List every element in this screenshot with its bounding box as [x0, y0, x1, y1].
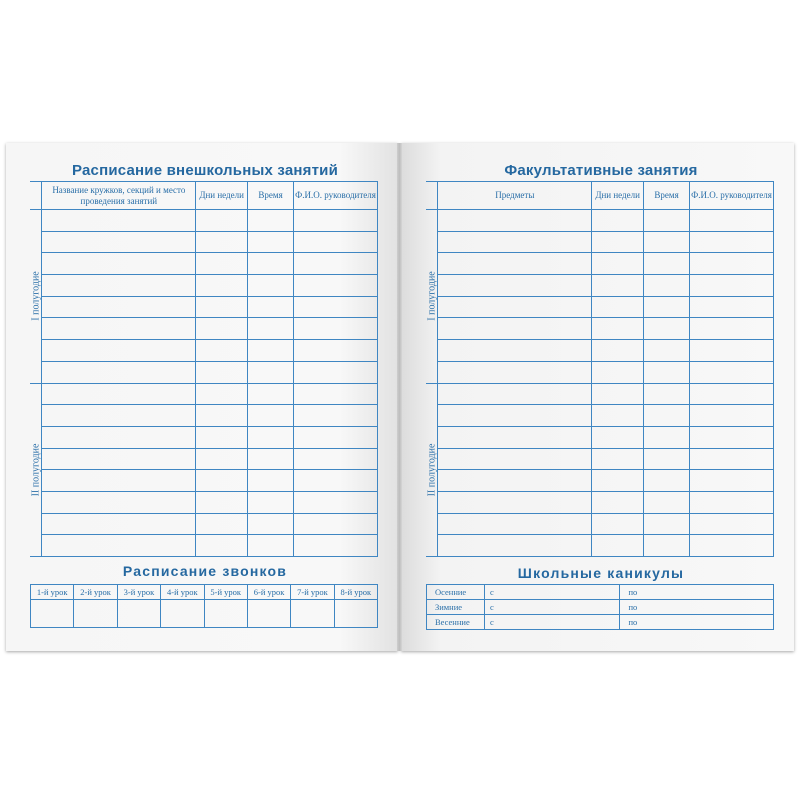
holiday-to[interactable]: по: [620, 585, 774, 600]
table-cell[interactable]: [690, 318, 774, 340]
lesson-time-cell[interactable]: [74, 600, 117, 628]
table-cell[interactable]: [294, 491, 378, 513]
table-cell[interactable]: [592, 405, 644, 427]
table-cell[interactable]: [248, 318, 294, 340]
table-cell[interactable]: [690, 513, 774, 535]
table-cell[interactable]: [644, 426, 690, 448]
table-cell[interactable]: [644, 383, 690, 405]
table-cell[interactable]: [690, 405, 774, 427]
table-cell[interactable]: [644, 470, 690, 492]
holiday-from[interactable]: с: [484, 585, 620, 600]
table-cell[interactable]: [690, 535, 774, 557]
table-cell[interactable]: [248, 253, 294, 275]
table-cell[interactable]: [592, 275, 644, 297]
table-cell[interactable]: [42, 340, 196, 362]
right-page-title: Факультативные занятия: [504, 162, 698, 179]
table-cell[interactable]: [196, 275, 248, 297]
table-cell[interactable]: [42, 513, 196, 535]
table-cell[interactable]: [690, 253, 774, 275]
table-cell[interactable]: [644, 340, 690, 362]
table-cell[interactable]: [592, 383, 644, 405]
column-header: Время: [644, 182, 690, 210]
table-cell[interactable]: [196, 470, 248, 492]
table-cell[interactable]: [294, 535, 378, 557]
table-cell[interactable]: [644, 491, 690, 513]
column-header: Дни недели: [592, 182, 644, 210]
column-header: Ф.И.О. руководителя: [690, 182, 774, 210]
column-header: Предметы: [438, 182, 592, 210]
table-cell[interactable]: [438, 318, 592, 340]
bells-title: Расписание звонков: [122, 563, 288, 579]
table-cell[interactable]: [644, 361, 690, 383]
holiday-to[interactable]: по: [620, 600, 774, 615]
table-cell[interactable]: [42, 231, 196, 253]
holiday-name: Зимние: [427, 600, 485, 615]
table-cell[interactable]: [196, 405, 248, 427]
lesson-header: 8-й урок: [334, 585, 377, 600]
semester-label-cell: [426, 383, 438, 557]
table-cell[interactable]: [592, 210, 644, 232]
table-cell[interactable]: [438, 340, 592, 362]
table-cell[interactable]: [42, 275, 196, 297]
table-cell[interactable]: [42, 318, 196, 340]
holiday-from[interactable]: с: [484, 600, 620, 615]
table-cell[interactable]: [196, 296, 248, 318]
table-cell[interactable]: [690, 296, 774, 318]
notebook-spine: [397, 143, 402, 651]
table-cell[interactable]: [294, 231, 378, 253]
lesson-time-cell[interactable]: [204, 600, 247, 628]
table-cell[interactable]: [248, 535, 294, 557]
table-cell[interactable]: [42, 405, 196, 427]
table-cell[interactable]: [248, 275, 294, 297]
column-header: Ф.И.О. руководителя: [294, 182, 378, 210]
table-cell[interactable]: [644, 231, 690, 253]
table-cell[interactable]: [42, 535, 196, 557]
table-cell[interactable]: [438, 210, 592, 232]
table-cell[interactable]: [294, 340, 378, 362]
table-cell[interactable]: [294, 405, 378, 427]
electives-table: [426, 181, 774, 557]
table-cell[interactable]: [196, 491, 248, 513]
table-cell[interactable]: [438, 361, 592, 383]
table-cell[interactable]: [644, 405, 690, 427]
table-cell[interactable]: [248, 231, 294, 253]
lesson-header: 2-й урок: [74, 585, 117, 600]
table-cell[interactable]: [690, 231, 774, 253]
table-cell[interactable]: [294, 383, 378, 405]
table-cell[interactable]: [248, 470, 294, 492]
table-cell[interactable]: [248, 491, 294, 513]
holiday-name: Осенние: [427, 585, 485, 600]
holidays-title: Школьные каникулы: [517, 565, 685, 581]
holiday-to[interactable]: по: [620, 615, 774, 630]
table-cell[interactable]: [42, 448, 196, 470]
table-cell[interactable]: [294, 318, 378, 340]
table-cell[interactable]: [592, 340, 644, 362]
semester-label: II полугодие: [426, 443, 438, 497]
bells-table: [30, 584, 378, 628]
table-cell[interactable]: [438, 296, 592, 318]
table-cell[interactable]: [644, 253, 690, 275]
holiday-name: Весенние: [427, 615, 485, 630]
table-cell[interactable]: [42, 210, 196, 232]
lesson-time-cell[interactable]: [31, 600, 74, 628]
table-cell[interactable]: [438, 383, 592, 405]
table-cell[interactable]: [690, 210, 774, 232]
table-cell[interactable]: [592, 513, 644, 535]
table-cell[interactable]: [196, 340, 248, 362]
table-cell[interactable]: [196, 231, 248, 253]
table-cell[interactable]: [690, 491, 774, 513]
semester-header-cell: [30, 182, 42, 210]
table-cell[interactable]: [592, 361, 644, 383]
holidays-table: [426, 584, 774, 630]
holiday-from[interactable]: с: [484, 615, 620, 630]
table-cell[interactable]: [42, 383, 196, 405]
table-cell[interactable]: [294, 253, 378, 275]
table-cell[interactable]: [644, 448, 690, 470]
lesson-header: 5-й урок: [204, 585, 247, 600]
table-cell[interactable]: [592, 296, 644, 318]
lesson-header: 3-й урок: [117, 585, 160, 600]
table-cell[interactable]: [294, 210, 378, 232]
table-cell[interactable]: [438, 470, 592, 492]
table-cell[interactable]: [248, 448, 294, 470]
table-cell[interactable]: [644, 275, 690, 297]
table-cell[interactable]: [592, 535, 644, 557]
table-cell[interactable]: [294, 426, 378, 448]
table-cell[interactable]: [248, 405, 294, 427]
table-cell[interactable]: [196, 253, 248, 275]
table-cell[interactable]: [644, 210, 690, 232]
table-cell[interactable]: [438, 275, 592, 297]
table-cell[interactable]: [42, 491, 196, 513]
semester-label: I полугодие: [426, 271, 438, 321]
column-header: Дни недели: [196, 182, 248, 210]
table-cell[interactable]: [196, 383, 248, 405]
table-cell[interactable]: [438, 231, 592, 253]
lesson-time-cell[interactable]: [247, 600, 290, 628]
table-cell[interactable]: [644, 535, 690, 557]
lesson-time-cell[interactable]: [291, 600, 334, 628]
table-cell[interactable]: [644, 513, 690, 535]
lesson-header: 1-й урок: [31, 585, 74, 600]
table-cell[interactable]: [294, 296, 378, 318]
table-cell[interactable]: [438, 426, 592, 448]
table-cell[interactable]: [592, 318, 644, 340]
table-cell[interactable]: [196, 448, 248, 470]
table-cell[interactable]: [248, 361, 294, 383]
table-cell[interactable]: [690, 470, 774, 492]
column-header: Время: [248, 182, 294, 210]
table-cell[interactable]: [196, 513, 248, 535]
semester-header-cell: [426, 182, 438, 210]
table-cell[interactable]: [690, 383, 774, 405]
table-cell[interactable]: [294, 448, 378, 470]
lesson-header: 4-й урок: [161, 585, 204, 600]
table-cell[interactable]: [438, 491, 592, 513]
table-cell[interactable]: [248, 513, 294, 535]
table-cell[interactable]: [690, 275, 774, 297]
table-cell[interactable]: [644, 296, 690, 318]
table-cell[interactable]: [690, 426, 774, 448]
semester-label: I полугодие: [30, 271, 42, 321]
semester-label-cell: [30, 210, 42, 384]
lesson-time-cell[interactable]: [117, 600, 160, 628]
table-cell[interactable]: [438, 253, 592, 275]
table-cell[interactable]: [248, 340, 294, 362]
table-cell[interactable]: [294, 275, 378, 297]
extracurricular-table: [30, 181, 378, 557]
table-cell[interactable]: [592, 470, 644, 492]
table-cell[interactable]: [248, 426, 294, 448]
table-cell[interactable]: [592, 426, 644, 448]
table-cell[interactable]: [438, 513, 592, 535]
table-cell[interactable]: [592, 448, 644, 470]
table-cell[interactable]: [438, 448, 592, 470]
table-cell[interactable]: [592, 231, 644, 253]
table-cell[interactable]: [42, 426, 196, 448]
table-cell[interactable]: [248, 383, 294, 405]
table-cell[interactable]: [196, 318, 248, 340]
lesson-time-cell[interactable]: [161, 600, 204, 628]
table-cell[interactable]: [690, 340, 774, 362]
lesson-header: 7-й урок: [291, 585, 334, 600]
table-cell[interactable]: [592, 491, 644, 513]
table-cell[interactable]: [644, 318, 690, 340]
lesson-header: 6-й урок: [247, 585, 290, 600]
table-cell[interactable]: [42, 470, 196, 492]
table-cell[interactable]: [196, 426, 248, 448]
lesson-time-cell[interactable]: [334, 600, 377, 628]
table-cell[interactable]: [42, 296, 196, 318]
table-cell[interactable]: [248, 296, 294, 318]
table-cell[interactable]: [294, 513, 378, 535]
table-cell[interactable]: [294, 361, 378, 383]
table-cell[interactable]: [690, 448, 774, 470]
table-cell[interactable]: [294, 470, 378, 492]
table-cell[interactable]: [438, 535, 592, 557]
table-cell[interactable]: [592, 253, 644, 275]
table-cell[interactable]: [196, 361, 248, 383]
column-header: Название кружков, секций и место проведения занятий: [42, 182, 196, 210]
table-cell[interactable]: [690, 361, 774, 383]
table-cell[interactable]: [248, 210, 294, 232]
semester-label-cell: [30, 383, 42, 557]
table-cell[interactable]: [42, 361, 196, 383]
semester-label: II полугодие: [30, 443, 42, 497]
table-cell[interactable]: [438, 405, 592, 427]
table-cell[interactable]: [42, 253, 196, 275]
table-cell[interactable]: [196, 535, 248, 557]
left-page-title: Расписание внешкольных занятий: [72, 162, 338, 179]
semester-label-cell: [426, 210, 438, 384]
table-cell[interactable]: [196, 210, 248, 232]
